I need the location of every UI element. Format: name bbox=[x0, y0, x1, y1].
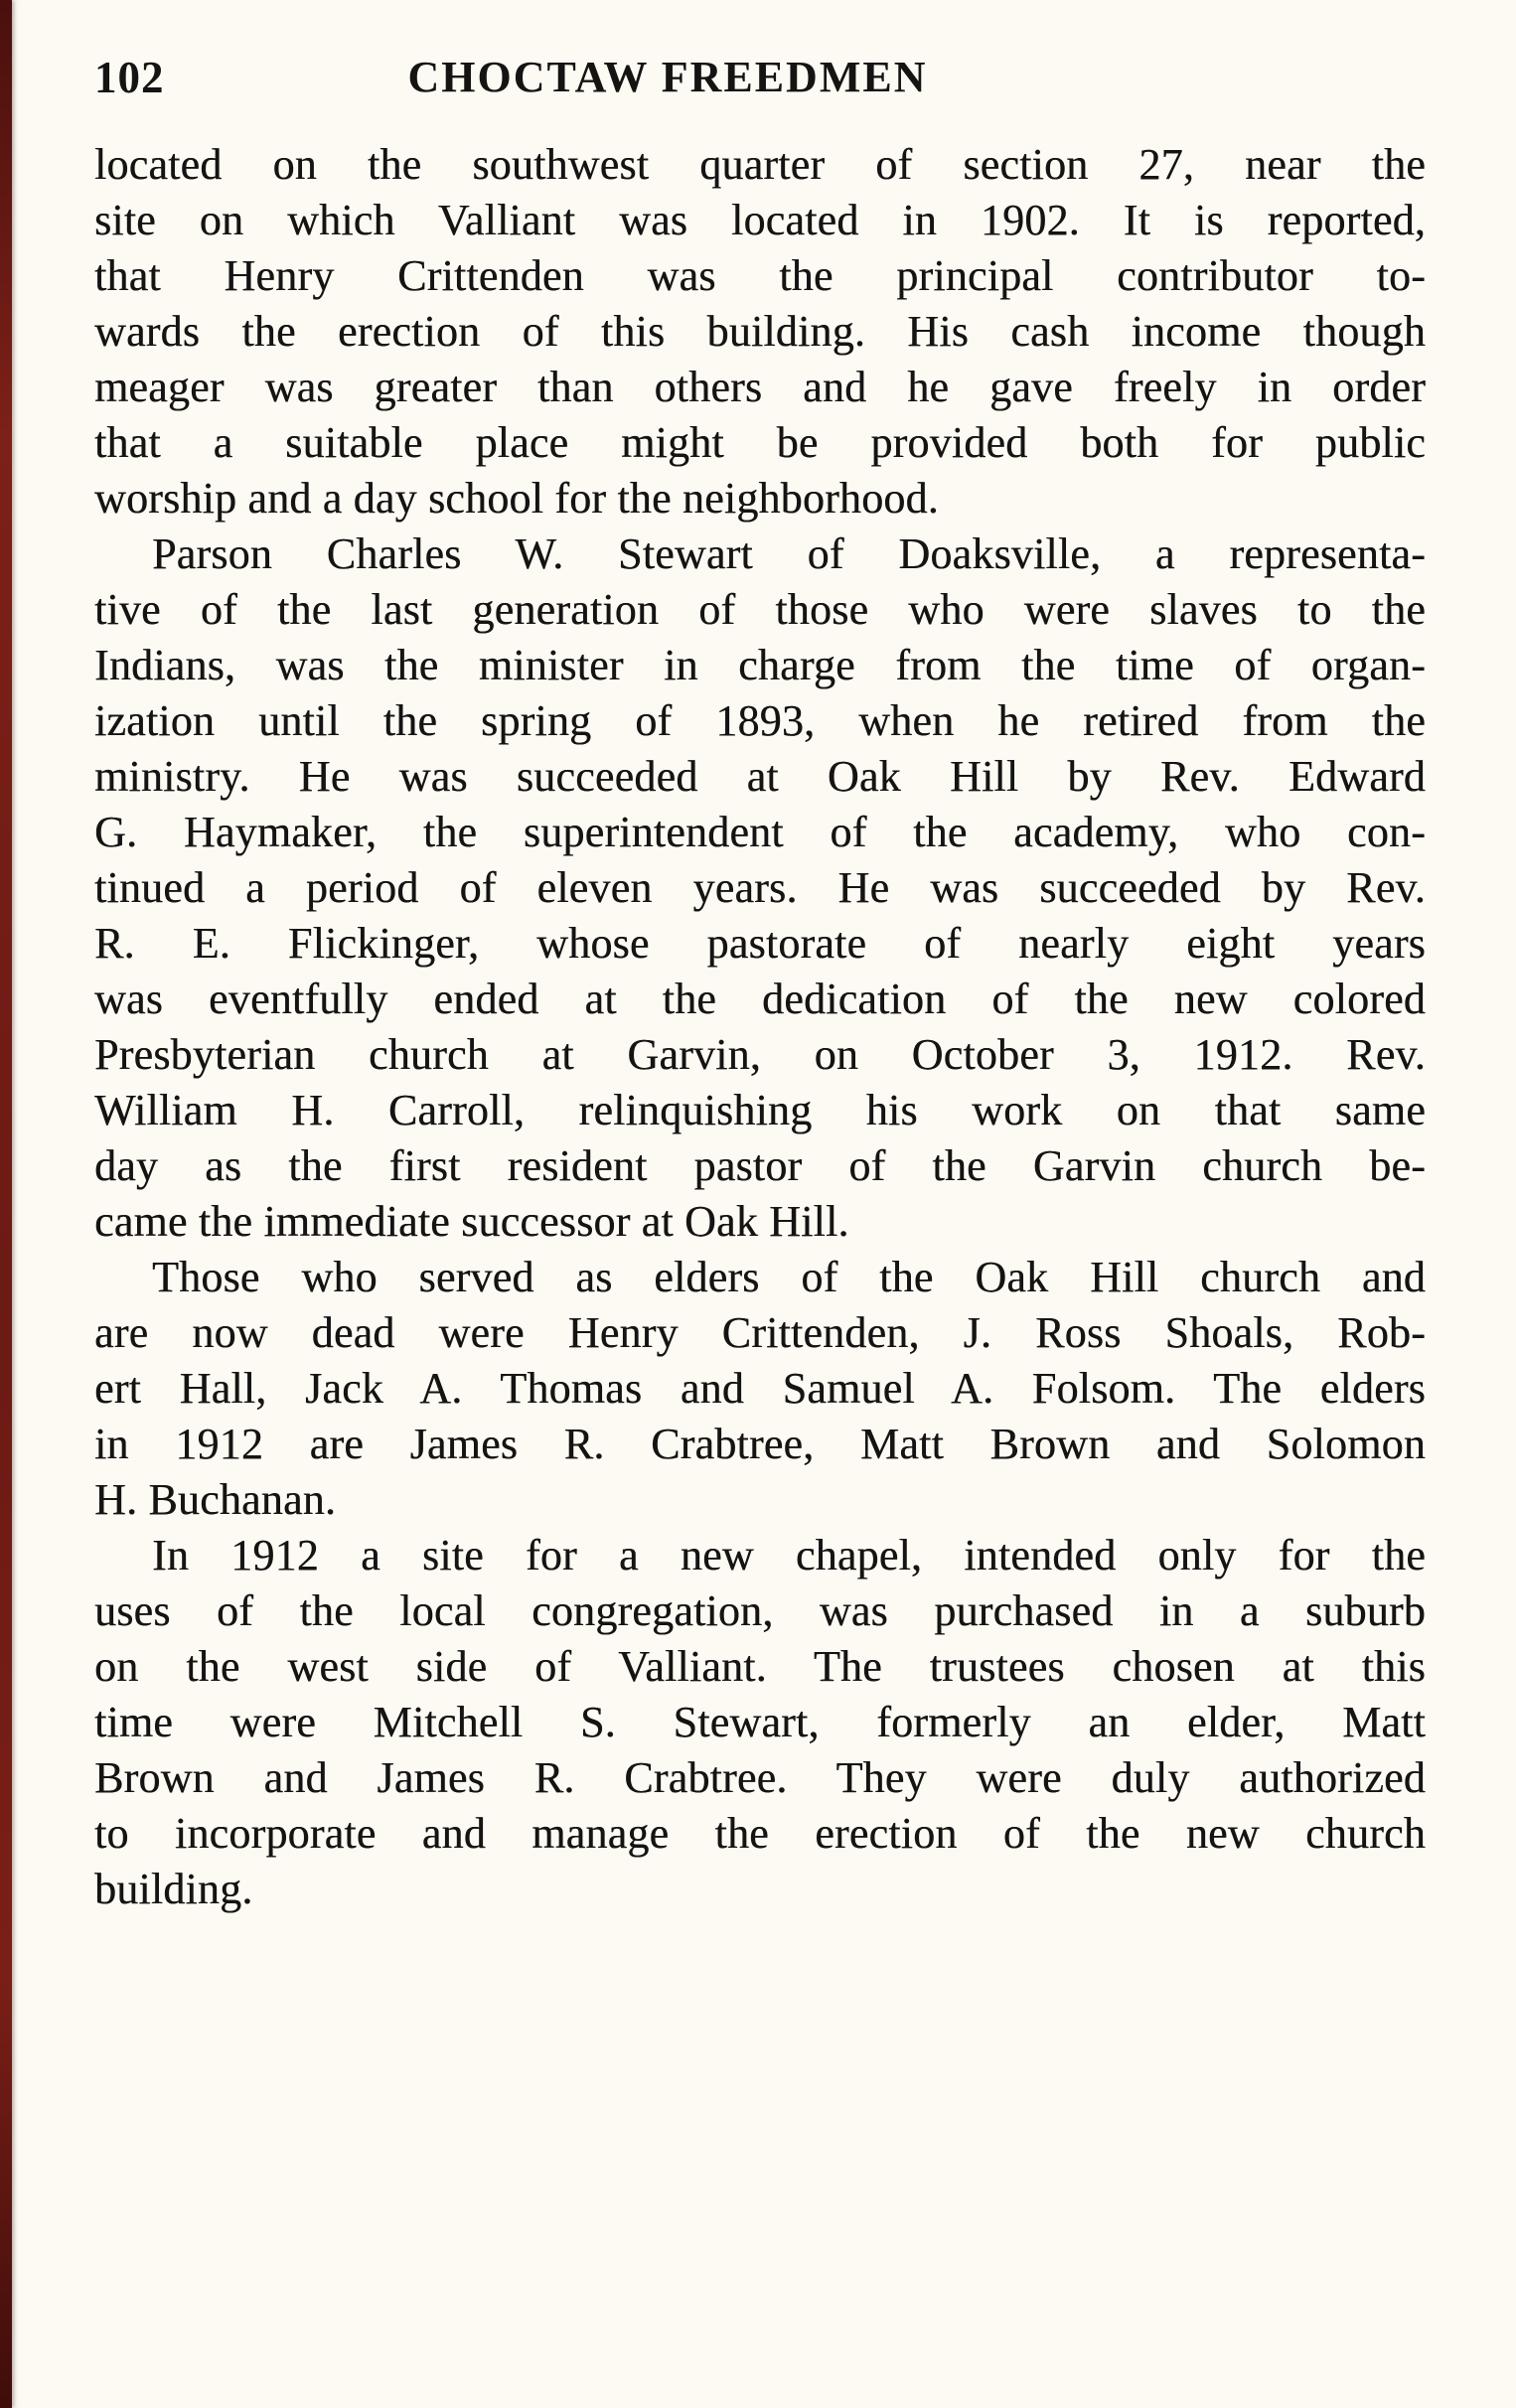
text-line: William H. Carroll, relinquishing his work on that same bbox=[94, 1086, 1426, 1134]
text-line: worship and a day school for the neighborhood. bbox=[94, 474, 939, 523]
text-line: time were Mitchell S. Stewart, formerly an elder, Matt bbox=[94, 1698, 1426, 1746]
page-content bbox=[94, 52, 1426, 1917]
text-line: Presbyterian church at Garvin, on October 3, 1912. Rev. bbox=[94, 1030, 1426, 1079]
text-line: that a suitable place might be provided both for public bbox=[94, 418, 1426, 467]
text-line: came the immediate successor at Oak Hill. bbox=[94, 1197, 849, 1246]
text-line: Indians, was the minister in charge from the time of organ- bbox=[94, 641, 1426, 689]
text-line: on the west side of Valliant. The trustees chosen at this bbox=[94, 1642, 1426, 1691]
text-line: ization until the spring of 1893, when he retired from the bbox=[94, 696, 1426, 745]
text-line: tive of the last generation of those who were slaves to the bbox=[94, 585, 1426, 634]
text-line: Parson Charles W. Stewart of Doaksville, a representa- bbox=[152, 529, 1426, 578]
text-line: building. bbox=[94, 1865, 253, 1913]
page-edge-shadow bbox=[0, 0, 12, 2408]
text-line: ert Hall, Jack A. Thomas and Samuel A. Folsom. The elders bbox=[94, 1364, 1426, 1413]
text-line: Brown and James R. Crabtree. They were duly authorized bbox=[94, 1753, 1426, 1802]
page-number: 102 bbox=[94, 53, 165, 102]
text-line: R. E. Flickinger, whose pastorate of nearly eight years bbox=[94, 919, 1426, 968]
text-line: tinued a period of eleven years. He was succeeded by Rev. bbox=[94, 863, 1426, 912]
text-line: H. Buchanan. bbox=[94, 1475, 337, 1524]
text-line: are now dead were Henry Crittenden, J. Ross Shoals, Rob- bbox=[94, 1308, 1426, 1357]
text-line: that Henry Crittenden was the principal contributor to- bbox=[94, 251, 1426, 300]
page-body-text bbox=[94, 137, 1426, 1917]
text-line: to incorporate and manage the erection of the new church bbox=[94, 1809, 1426, 1858]
text-line: was eventfully ended at the dedication of the new colored bbox=[94, 975, 1426, 1023]
text-line: wards the erection of this building. His cash income though bbox=[94, 307, 1426, 356]
text-line: site on which Valliant was located in 1902. It is reported, bbox=[94, 196, 1426, 244]
running-title: CHOCTAW FREEDMEN bbox=[407, 53, 928, 101]
text-line: located on the southwest quarter of section 27, near the bbox=[94, 140, 1426, 189]
text-line: G. Haymaker, the superintendent of the academy, who con- bbox=[94, 808, 1426, 856]
text-line: ministry. He was succeeded at Oak Hill by Rev. Edward bbox=[94, 752, 1426, 801]
text-line: In 1912 a site for a new chapel, intended only for the bbox=[152, 1531, 1426, 1580]
page-header bbox=[94, 52, 1426, 111]
text-line: Those who served as elders of the Oak Hill church and bbox=[152, 1253, 1426, 1301]
text-line: uses of the local congregation, was purchased in a suburb bbox=[94, 1586, 1426, 1635]
text-line: in 1912 are James R. Crabtree, Matt Brown and Solomon bbox=[94, 1420, 1426, 1468]
text-line: day as the first resident pastor of the Garvin church be- bbox=[94, 1141, 1426, 1190]
text-line: meager was greater than others and he gave freely in order bbox=[94, 363, 1426, 411]
